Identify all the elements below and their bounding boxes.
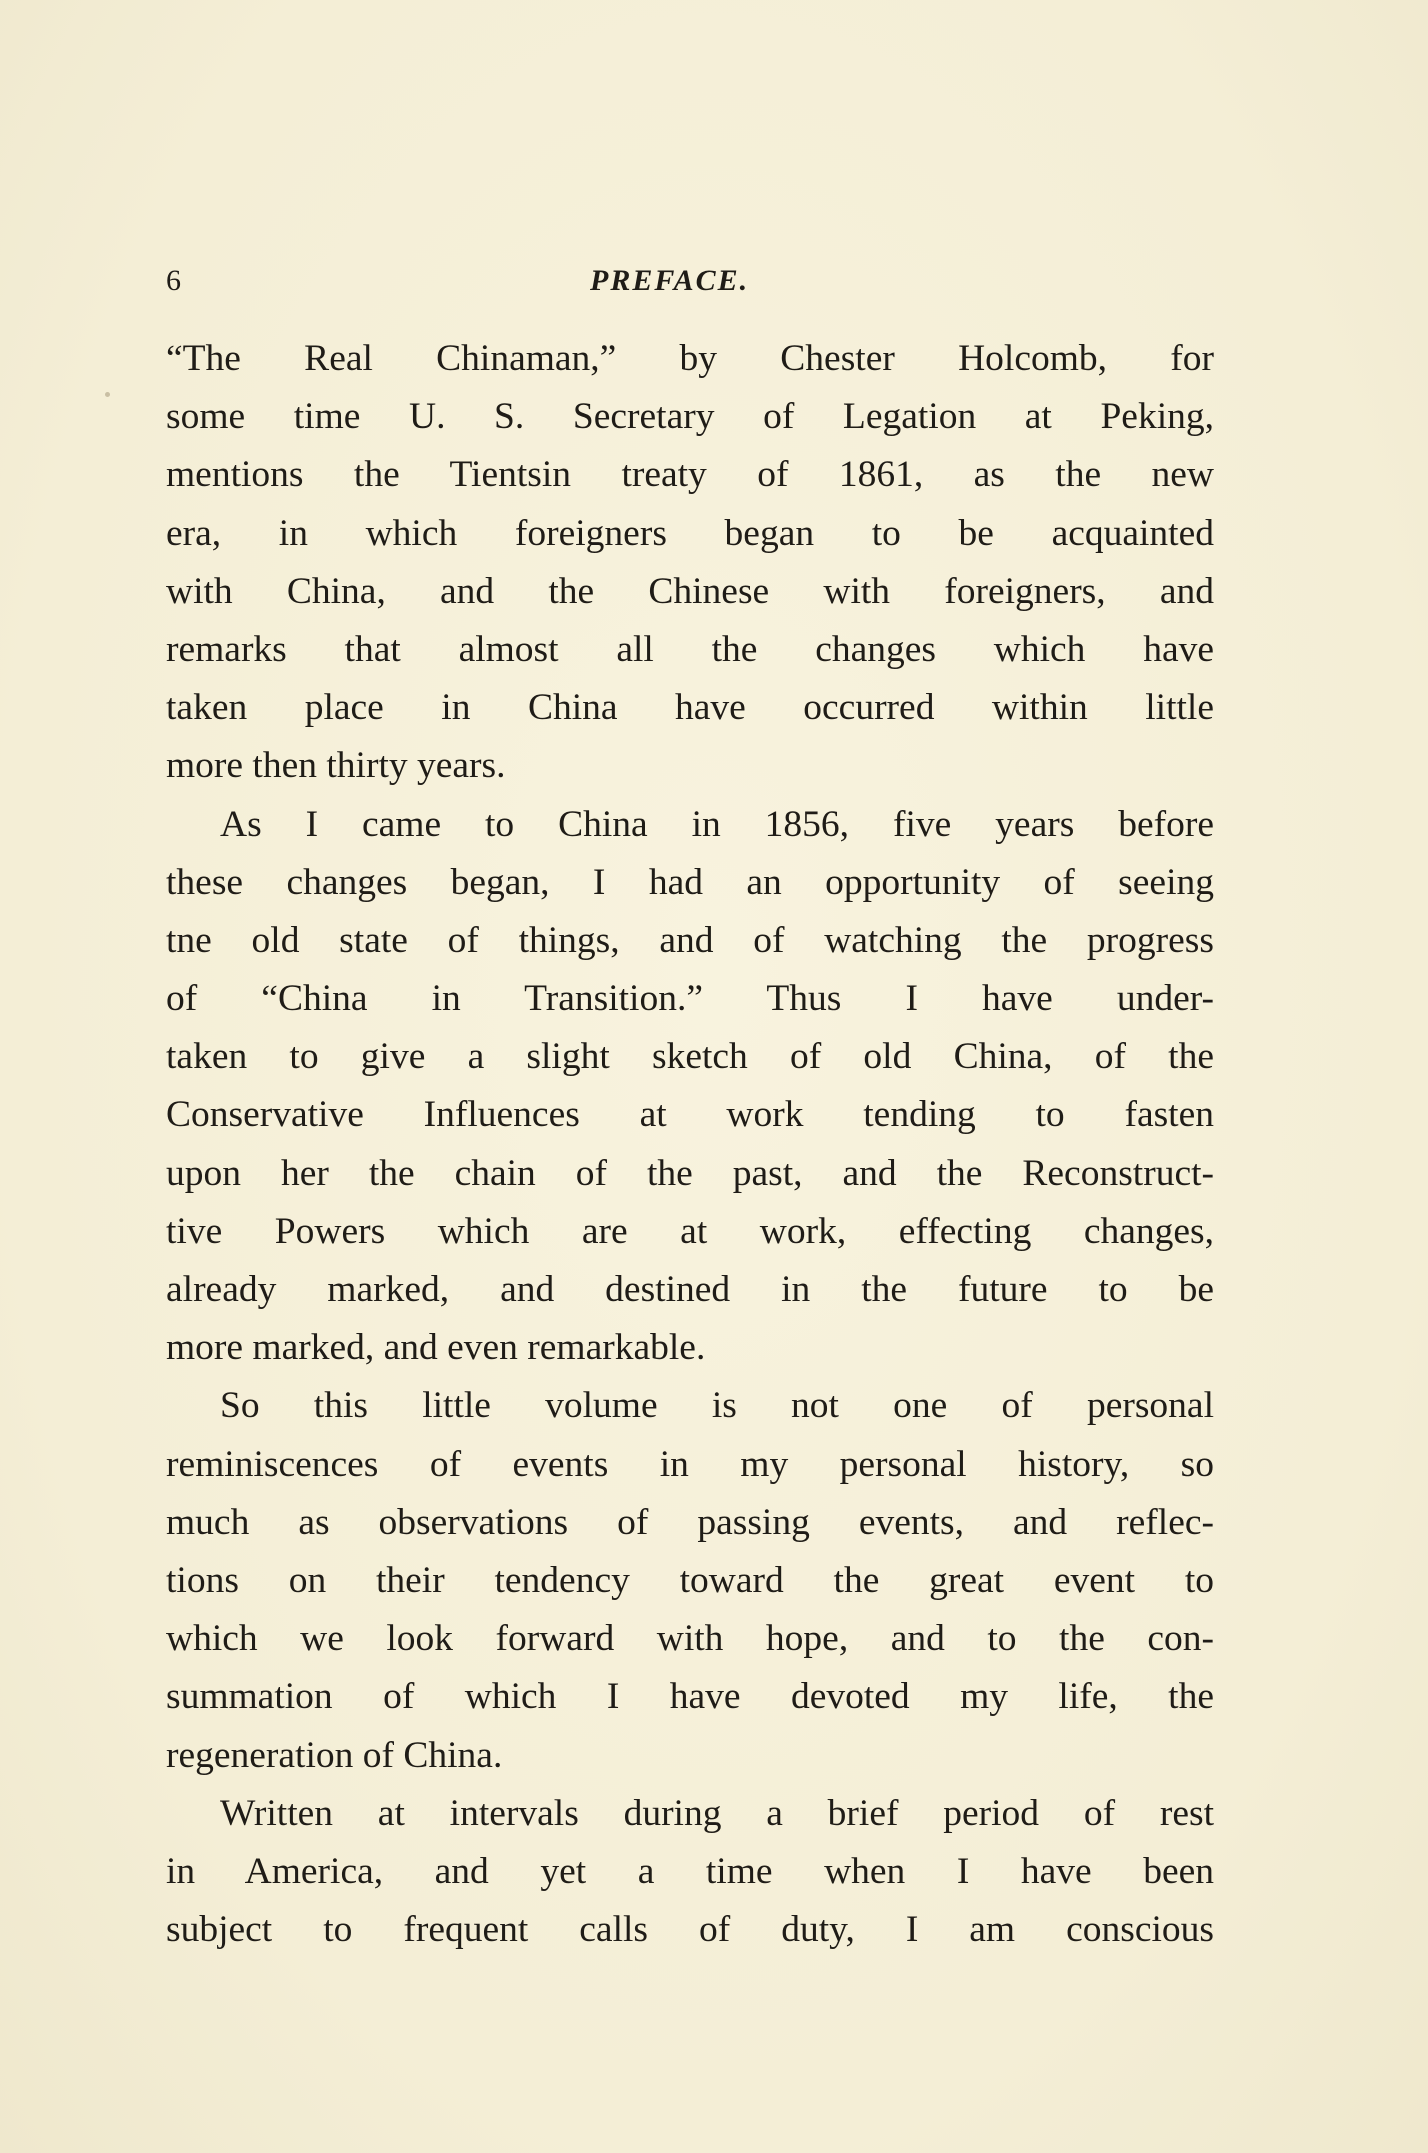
text-line: mentions the Tientsin treaty of 1861, as the new bbox=[166, 454, 1214, 496]
text-line: tions on their tendency toward the great event to bbox=[166, 1559, 1214, 1601]
text-line: more marked, and even remarkable. bbox=[166, 1327, 706, 1369]
page-header bbox=[166, 256, 1216, 306]
text-line: these changes began, I had an opportunity of seeing bbox=[166, 861, 1214, 903]
text-line: regeneration of China. bbox=[166, 1734, 503, 1776]
text-line: in America, and yet a time when I have been bbox=[166, 1850, 1214, 1892]
text-line: Written at intervals during a brief period of rest bbox=[220, 1792, 1214, 1834]
text-line: some time U. S. Secretary of Legation at Peking, bbox=[166, 396, 1214, 438]
text-line: which we look forward with hope, and to the con- bbox=[166, 1618, 1214, 1660]
text-line: reminiscences of events in my personal history, so bbox=[166, 1443, 1214, 1485]
text-line: more then thirty years. bbox=[166, 745, 506, 787]
text-line: tne old state of things, and of watching the progress bbox=[166, 919, 1214, 961]
text-line: tive Powers which are at work, effecting changes, bbox=[166, 1210, 1214, 1252]
text-line: already marked, and destined in the future to be bbox=[166, 1269, 1214, 1310]
text-line: subject to frequent calls of duty, I am conscious bbox=[166, 1909, 1214, 1951]
body-text bbox=[166, 330, 1214, 1959]
paper-speck bbox=[105, 392, 110, 397]
text-line: taken to give a slight sketch of old China, of the bbox=[166, 1036, 1214, 1078]
text-line: So this little volume is not one of personal bbox=[220, 1385, 1214, 1427]
text-line: much as observations of passing events, and reflec- bbox=[166, 1501, 1214, 1543]
text-line: Conservative Influences at work tending to fasten bbox=[166, 1094, 1214, 1136]
page-number: 6 bbox=[166, 264, 181, 297]
text-line: remarks that almost all the changes which have bbox=[166, 628, 1214, 670]
running-head: PREFACE. bbox=[590, 264, 750, 297]
text-line: with China, and the Chinese with foreigners, and bbox=[166, 570, 1214, 612]
text-line: summation of which I have devoted my life, the bbox=[166, 1676, 1214, 1718]
text-line: taken place in China have occurred within little bbox=[166, 687, 1214, 729]
text-line: upon her the chain of the past, and the Reconstruct- bbox=[166, 1152, 1214, 1194]
text-line: As I came to China in 1856, five years before bbox=[220, 803, 1214, 845]
text-line: era, in which foreigners began to be acquainted bbox=[166, 512, 1214, 554]
text-line: “The Real Chinaman,” by Chester Holcomb, for bbox=[166, 338, 1214, 379]
text-line: of “China in Transition.” Thus I have under- bbox=[166, 978, 1214, 1020]
